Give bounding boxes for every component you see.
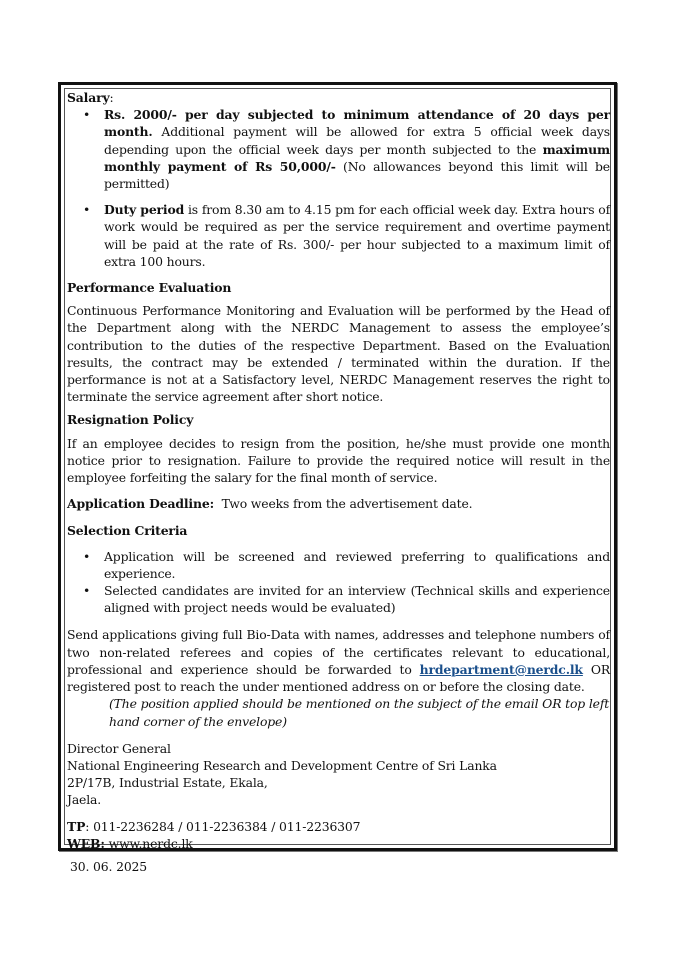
address-line: Director General xyxy=(67,740,171,756)
email-link[interactable]: hrdepartment@nerdc.lk xyxy=(419,661,583,677)
application-instructions: Send applications giving full Bio-Data with names, addresses and telephone numbers of two non-related referees and copies of the certificates relevant to educational, professional and experience should be forwarded to hrdepartment@nerdc.lk OR registered post to reach the under mentioned address on or before the closing date. xyxy=(67,627,611,695)
salary-item-duty-period: • Duty period is from 8.30 am to 4.15 pm for each official week day. Extra hours of work would be required as per the service requirement and overtime payment will be paid at the rate of Rs. 300/- per hour subjected to a maximum limit of extra 100 hours. xyxy=(83,202,611,269)
selection-heading: Selection Criteria xyxy=(67,523,188,539)
bullet-icon: • xyxy=(83,202,91,218)
address-line: National Engineering Research and Development Centre of Sri Lanka xyxy=(67,757,497,773)
selection-item: • Selected candidates are invited for an interview (Technical skills and experience aligned with project needs would be evaluated) xyxy=(83,583,610,616)
resignation-body: If an employee decides to resign from the position, he/she must provide one month notice prior to resignation. Failure to provide the required notice will result in the employee forfeiting the salary for the final month of service. xyxy=(67,435,610,486)
performance-heading: Performance Evaluation xyxy=(67,280,232,296)
contact-block xyxy=(67,818,610,852)
web-line: WEB: www.nerdc.lk xyxy=(67,835,193,851)
address-line: Jaela. xyxy=(67,792,102,808)
bullet-icon: • xyxy=(83,548,91,564)
address-line: 2P/17B, Industrial Estate, Ekala, xyxy=(67,775,268,791)
document-content xyxy=(67,89,610,875)
salary-item-pay: • Rs. 2000/- per day subjected to minimum attendance of 20 days per month. Additional payment will be allowed for extra 5 official week days depending upon the official week days per month subjected to the maximum monthly payment of Rs 50,000/- (No allowances beyond this limit will be permitted) xyxy=(83,107,610,192)
address-block xyxy=(67,740,610,809)
bullet-icon: • xyxy=(83,583,91,599)
resignation-heading: Resignation Policy xyxy=(67,412,194,428)
application-deadline: Application Deadline: Two weeks from the advertisement date. xyxy=(67,496,473,512)
phone-line: TP: 011-2236284 / 011-2236384 / 011-2236307 xyxy=(67,818,361,834)
selection-item: • Application will be screened and reviewed preferring to qualifications and experience. xyxy=(83,548,610,581)
salary-heading: Salary xyxy=(67,90,110,105)
bullet-icon: • xyxy=(83,107,91,123)
selection-list xyxy=(67,548,610,617)
website-link[interactable]: www.nerdc.lk xyxy=(108,835,193,851)
application-note: (The position applied should be mentioned on the subject of the email OR top left hand corner of the envelope) xyxy=(109,696,610,729)
salary-list xyxy=(67,106,610,270)
document-date: 30. 06. 2025 xyxy=(70,858,148,874)
document-frame xyxy=(58,82,617,874)
salary-heading-line: Salary: xyxy=(67,90,114,105)
performance-body: Continuous Performance Monitoring and Evaluation will be performed by the Head of the Department along with the NERDC Management to assess the employee’s contribution to the duties of the respective Department. Based on the Evaluation results, the contract may be extended / terminated within the duration. If the performance is not at a Satisfactory level, NERDC Management reserves the right to terminate the service agreement after short notice. xyxy=(67,303,610,405)
